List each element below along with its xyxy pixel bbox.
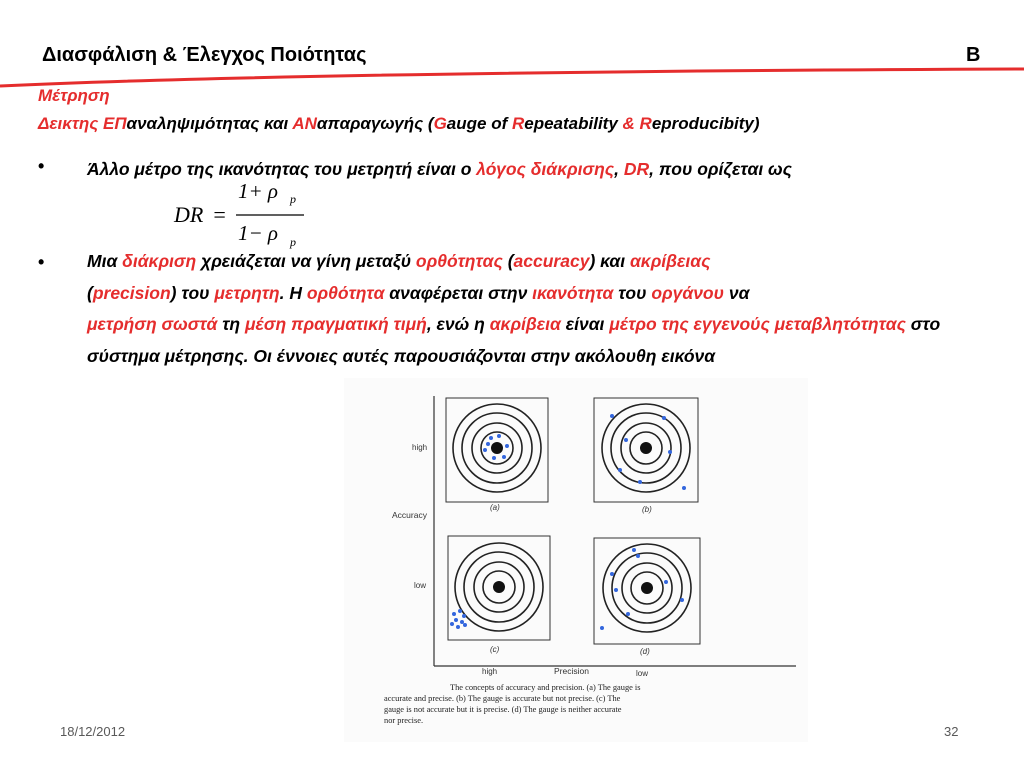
bullet-part: , που ορίζεται ως [649,159,792,179]
subtitle-part: ΕΠ [103,114,127,133]
bullet-marker: • [38,252,45,272]
subtitle-part: G [433,114,447,133]
bullet-part: Άλλο μέτρο της ικανότητας του μετρητή είναι ο [87,159,477,179]
y-axis-label: Accuracy [392,510,427,520]
subtitle-gauge-rr [38,114,759,134]
bullet-part: precision [92,282,171,303]
formula-denominator-subscript: p [290,235,296,249]
bullet-part: μέση πραγματική τιμή [244,314,427,334]
subtitle-part: & [622,114,635,133]
bullet-part: οργάνου [651,282,724,303]
formula-equals: = [212,202,227,227]
panel-d-label: (d) [640,647,650,656]
subtitle-part: αναληψιμότητας και [126,114,293,133]
x-low-label: low [636,669,649,678]
slide-section-letter: B [966,44,981,66]
bullet-part: μετρήση σωστά [87,314,218,334]
bullet-part: ορθότητα [306,282,385,303]
subtitle-part: R [639,114,652,133]
bullet-part: να [723,282,750,303]
y-low-label: low [414,581,427,590]
formula-lhs: DR [174,202,204,227]
bullet-part: είναι [560,314,610,334]
bullet-part: ακρίβεια [489,314,561,334]
subtitle-part: R [511,114,525,133]
figure-caption-line: nor precise. [384,716,424,725]
slide-header-title: Διασφάλιση & Έλεγχος Ποιότητας [42,44,367,66]
subtitle-part: Δεικτης [38,114,103,133]
formula-numerator-subscript: p [290,192,296,206]
bullet-part: ) του [170,282,215,303]
bullet-part: accuracy [513,251,590,271]
dr-formula [172,180,312,250]
bullet-part: στο σύστημα μέτρησης. Οι έννοιες αυτές παρουσιάζονται στην ακόλουθη εικόνα [87,314,941,366]
bullet-part: ικανότητα [532,282,614,303]
bullet-part: . Η [279,282,307,303]
footer-date: 18/12/2012 [60,724,126,739]
y-high-label: high [412,443,428,452]
formula-numerator: 1+ ρ [238,180,279,203]
bullet-part: αναφέρεται στην [384,282,533,303]
panel-a-label: (a) [490,503,500,512]
bullet-part: ) και [589,251,630,271]
figure-caption-line: The concepts of accuracy and precision. (a) The gauge is [450,683,641,692]
bullet-part: ακρίβειας [629,251,711,271]
footer-page-number: 32 [944,724,959,739]
subtitle-part: eproducibity) [651,114,760,133]
accuracy-precision-figure [344,378,808,742]
bullet-part: Μια [87,251,123,271]
subtitle-part: ΑΝ [292,114,317,133]
bullet-part: λόγος διάκρισης [476,159,615,179]
bullet-part: , ενώ η [426,314,490,334]
bullet-part: μετρητη [214,282,280,303]
subtitle-part: απαραγωγής ( [316,114,434,133]
subtitle-part: auge of [446,114,512,133]
panel-c-label: (c) [490,645,500,654]
bullet-marker: • [38,156,45,176]
bullet-part: ( [502,251,514,271]
bullet-part: διάκριση [122,251,197,271]
panel-b-label: (b) [642,505,652,514]
bullet-part: , [614,159,624,179]
bullet-part: DR [623,159,650,179]
bullet-part: τη [217,314,245,334]
subtitle-measurement: Μέτρηση [38,86,110,105]
bullet-part: ορθότητας [415,251,503,271]
bullet-part: μέτρο της εγγενούς μεταβλητότητας [609,314,906,334]
header-red-swoosh [0,66,1024,92]
bullet-part: του [613,282,652,303]
x-high-label: high [482,667,498,676]
figure-caption-line: accurate and precise. (b) The gauge is accurate but not precise. (c) The [384,694,621,703]
bullet-part: ( [87,282,93,303]
bullet-part: χρειάζεται να γίνη μεταξύ [196,251,416,271]
figure-caption-line: gauge is not accurate but it is precise. (d) The gauge is neither accurate [384,705,622,714]
x-axis-label: Precision [554,666,589,676]
subtitle-part: epeatability [524,114,623,133]
bullet-accuracy-precision [87,246,987,372]
formula-denominator: 1− ρ [238,221,279,245]
